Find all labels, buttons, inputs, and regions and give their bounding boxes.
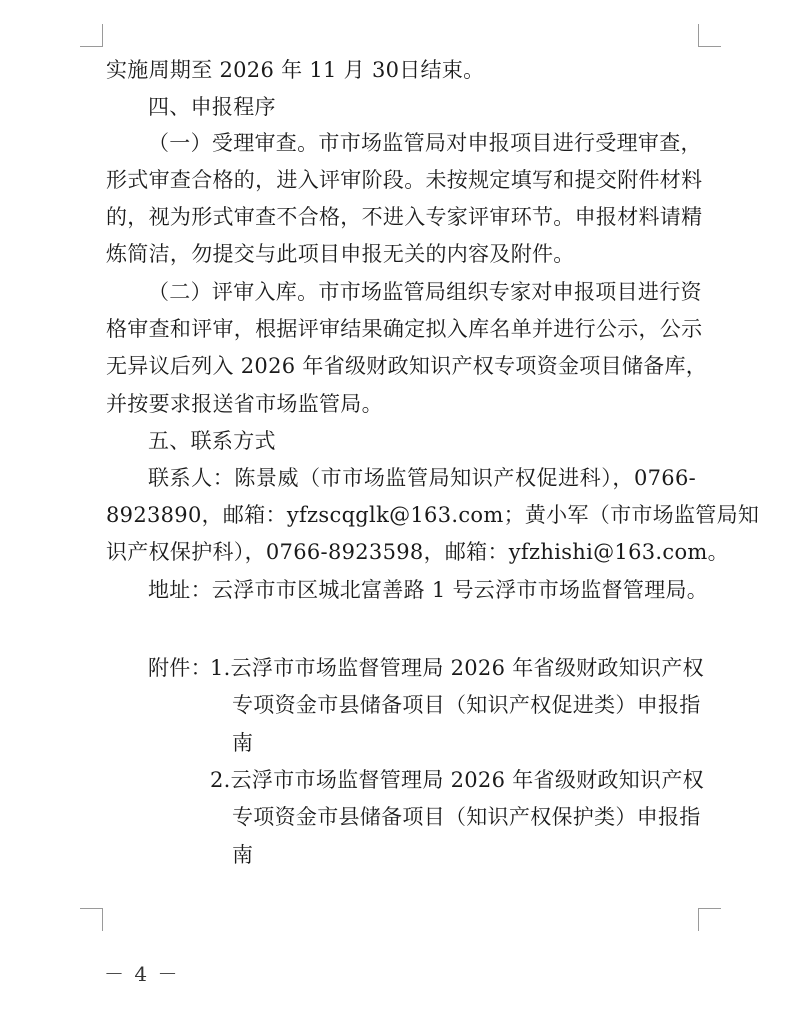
body-line: 的，视为形式审查不合格，不进入专家评审环节。申报材料请精 [106,205,703,229]
attachment-2-line: 2.云浮市市场监督管理局 2026 年省级财政知识产权 [210,768,704,792]
body-line: （二）评审入库。市市场监管局组织专家对申报项目进行资 [148,280,702,304]
crop-mark-bottom-right [698,908,721,931]
body-line: 炼简洁，勿提交与此项目申报无关的内容及附件。 [106,242,575,266]
contact-line: 联系人：陈景威（市市场监管局知识产权促进科），0766- [148,466,696,490]
section-heading-4: 四、申报程序 [148,95,276,119]
contact-line: 8923890，邮箱：yfzscqglk@163.com；黄小军（市市场监管局知 [106,503,760,527]
page-number: － 4 － [104,962,180,986]
crop-mark-top-left [80,24,103,47]
body-line: 格审查和评审，根据评审结果确定拟入库名单并进行公示，公示 [106,317,703,341]
address-line: 地址：云浮市市区城北富善路 1 号云浮市市场监督管理局。 [148,578,709,602]
body-line: （一）受理审查。市市场监管局对申报项目进行受理审查， [148,131,702,155]
attachment-1-line: 专项资金市县储备项目（知识产权促进类）申报指 [232,693,701,717]
attachment-1-line: 1.云浮市市场监督管理局 2026 年省级财政知识产权 [210,656,704,680]
body-line: 并按要求报送省市场监管局。 [106,392,383,416]
crop-mark-bottom-left [80,908,103,931]
body-line: 形式审查合格的，进入评审阶段。未按规定填写和提交附件材料 [106,168,703,192]
crop-mark-top-right [698,24,721,47]
attachment-2-line: 专项资金市县储备项目（知识产权保护类）申报指 [232,805,701,829]
contact-line: 识产权保护科），0766-8923598，邮箱：yfzhishi@163.com。 [106,540,729,564]
body-line: 无异议后列入 2026 年省级财政知识产权专项资金项目储备库， [106,354,708,378]
attachment-2-line: 南 [232,843,254,867]
attachment-1-line: 南 [232,731,254,755]
section-heading-5: 五、联系方式 [148,429,276,453]
body-line: 实施周期至 2026 年 11 月 30日结束。 [106,58,485,82]
attachments-label: 附件： [148,656,212,680]
